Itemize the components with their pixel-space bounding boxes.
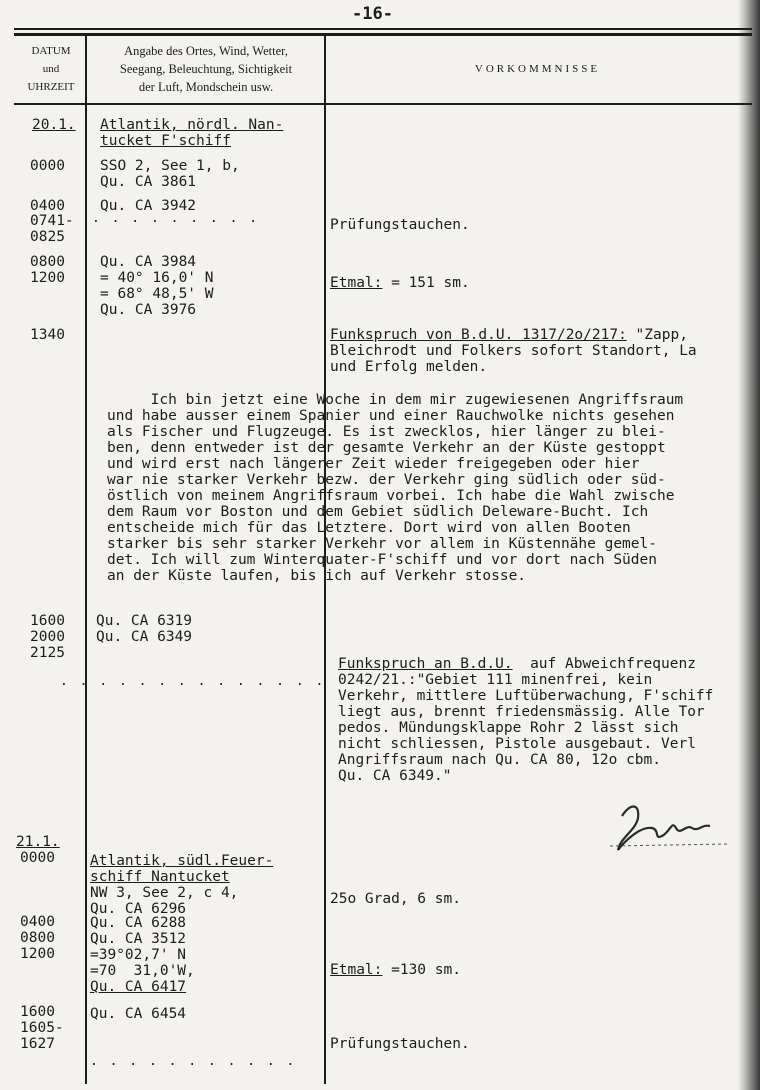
radio-message-2-line-7: Angriffsraum nach Qu. CA 80, 12o cbm.	[338, 752, 662, 768]
time-0400-b: 0400	[20, 914, 55, 930]
square-0400-b: Qu. CA 6288	[90, 915, 187, 931]
square-1600-b: Qu. CA 6454	[90, 1006, 187, 1022]
time-1627: 1627	[20, 1036, 55, 1052]
page-number: -16-	[352, 4, 393, 24]
time-1200-b: 1200	[20, 946, 55, 962]
radio-message-2-line-6: nicht schliessen, Pistole ausgebaut. Verl	[338, 736, 696, 752]
radio-message-2-line-2: 0242/21.:"Gebiet 111 minenfrei, kein	[338, 672, 653, 688]
event-pruefungstauchen-1: Prüfungstauchen.	[330, 217, 470, 233]
event-pruefungstauchen-2: Prüfungstauchen.	[330, 1036, 470, 1052]
header-events-column: VORKOMMNISSE	[474, 63, 601, 75]
report-paragraph	[107, 392, 683, 584]
radio-message-2-text: auf Abweichfrequenz	[512, 656, 696, 672]
radio-message-2-line-3: Verkehr, mittlere Luftüberwachung, F'schiff	[338, 688, 714, 704]
top-rule-1	[14, 28, 752, 30]
position-2-square: Qu. CA 6417	[90, 979, 187, 995]
time-1200: 1200	[30, 270, 65, 286]
time-0741: 0741-	[30, 213, 74, 229]
header-place-column	[90, 42, 322, 96]
dotted-leader-2: . . . . . . . . . . . . . .	[60, 674, 326, 689]
radio-message-2-line-8: Qu. CA 6349."	[338, 768, 452, 784]
time-0825: 0825	[30, 229, 65, 245]
radio-message-1-line-2: Bleichrodt und Folkers sofort Standort, La	[330, 343, 697, 359]
etmal-2-label: Etmal:	[330, 962, 383, 978]
etmal-1-value: = 151 sm.	[382, 275, 470, 291]
square-1600: Qu. CA 6319	[96, 613, 193, 629]
location-line-2: tucket F'schiff	[100, 133, 231, 149]
paragraph-line-2: und habe ausser einem Spanier und einer Rauchwolke nichts gesehen	[107, 408, 675, 424]
location-2-line-2: schiff Nantucket	[90, 869, 230, 885]
dotted-leader: . . . . . . . . .	[92, 211, 260, 226]
radio-message-2-line-4: liegt aus, brennt friedensmässig. Alle Tor	[338, 704, 705, 720]
date-20-1: 20.1.	[32, 117, 76, 133]
weather-2-line-1: NW 3, See 2, c 4,	[90, 885, 239, 901]
paragraph-line-9: entscheide mich für das Letztere. Dort wird von allen Booten	[107, 520, 631, 536]
paragraph-line-7: östlich von meinem Angriffsraum vorbei. Ich habe die Wahl zwische	[107, 488, 675, 504]
etmal-1	[330, 275, 470, 291]
radio-message-2-label: Funkspruch an B.d.U.	[338, 656, 513, 672]
radio-message-1-label: Funkspruch von B.d.U. 1317/2o/217:	[330, 327, 627, 343]
radio-message-1-line-3: und Erfolg melden.	[330, 359, 488, 375]
location-2-line-1: Atlantik, südl.Feuer-	[90, 853, 274, 869]
radio-message-2-line-1	[338, 656, 696, 672]
header-date-line1: DATUM	[31, 45, 71, 57]
position-2-lon: =70 31,0'W,	[90, 963, 195, 979]
time-0800-b: 0800	[20, 930, 55, 946]
top-rule-2	[14, 33, 752, 36]
header-place-line2: Seegang, Beleuchtung, Sichtigkeit	[119, 62, 293, 76]
radio-message-2-line-5: pedos. Mündungsklappe Rohr 2 lässt sich	[338, 720, 679, 736]
time-0000-b: 0000	[20, 850, 55, 866]
time-0000: 0000	[30, 158, 65, 174]
handwritten-signature	[600, 798, 730, 868]
time-0800: 0800	[30, 254, 65, 270]
square-0800-b: Qu. CA 3512	[90, 931, 187, 947]
paragraph-line-6: war nie starker Verkehr bezw. der Verkehr ging südlich oder süd-	[107, 472, 666, 488]
square-2000: Qu. CA 6349	[96, 629, 193, 645]
time-1600: 1600	[30, 613, 65, 629]
etmal-2	[330, 962, 461, 978]
etmal-2-value: =130 sm.	[382, 962, 461, 978]
square-0800: Qu. CA 3984	[100, 254, 197, 270]
weather-line-1: SSO 2, See 1, b,	[100, 158, 240, 174]
dotted-leader-3: . . . . . . . . . . .	[90, 1054, 297, 1069]
paragraph-line-12: an der Küste laufen, bis ich auf Verkehr stosse.	[107, 568, 527, 584]
paragraph-line-5: und wird erst nach längerer Zeit wieder freigegeben oder hier	[107, 456, 640, 472]
paragraph-line-10: starker bis sehr starker Verkehr vor allem in Küstennähe gemel-	[107, 536, 657, 552]
weather-line-2: Qu. CA 3861	[100, 174, 197, 190]
paragraph-line-11: det. Ich will zum Winterquater-F'schiff und vor dort nach Süden	[107, 552, 657, 568]
time-2000: 2000	[30, 629, 65, 645]
position-2-lat: =39°02,7' N	[90, 947, 187, 963]
radio-message-1-line-1	[330, 327, 688, 343]
page-edge-shadow	[738, 0, 760, 1090]
radio-message-1-text: "Zapp,	[626, 327, 688, 343]
paragraph-line-1: Ich bin jetzt eine Woche in dem mir zugewiesenen Angriffsraum	[107, 392, 684, 408]
time-1605: 1605-	[20, 1020, 64, 1036]
weather-2-line-2: Qu. CA 6296	[90, 901, 187, 917]
time-0400: 0400	[30, 198, 65, 214]
paragraph-line-8: dem Raum vor Boston und dem Gebiet südlich Deleware-Bucht. Ich	[107, 504, 649, 520]
date-21-1: 21.1.	[16, 834, 60, 850]
paragraph-line-4: ben, denn entweder ist der gesamte Verkehr an der Küste gestoppt	[107, 440, 666, 456]
header-place-line3: der Luft, Mondschein usw.	[138, 80, 274, 94]
column-divider-1	[85, 34, 87, 1084]
course-speed: 25o Grad, 6 sm.	[330, 891, 461, 907]
time-1340: 1340	[30, 327, 65, 343]
header-date-line3: UHRZEIT	[27, 81, 75, 93]
header-bottom-rule	[14, 103, 752, 105]
time-1600-b: 1600	[20, 1004, 55, 1020]
paragraph-line-3: als Fischer und Flugzeuge. Es ist zwecklos, hier länger zu blei-	[107, 424, 666, 440]
location-line-1: Atlantik, nördl. Nan-	[100, 117, 284, 133]
position-square: Qu. CA 3976	[100, 302, 197, 318]
position-lat: = 40° 16,0' N	[100, 270, 214, 286]
square-0400: Qu. CA 3942	[100, 198, 197, 214]
header-place-line1: Angabe des Ortes, Wind, Wetter,	[124, 44, 288, 58]
time-2125: 2125	[30, 645, 65, 661]
header-date-column	[18, 42, 84, 96]
header-date-line2: und	[42, 63, 60, 75]
position-lon: = 68° 48,5' W	[100, 286, 214, 302]
etmal-1-label: Etmal:	[330, 275, 383, 291]
